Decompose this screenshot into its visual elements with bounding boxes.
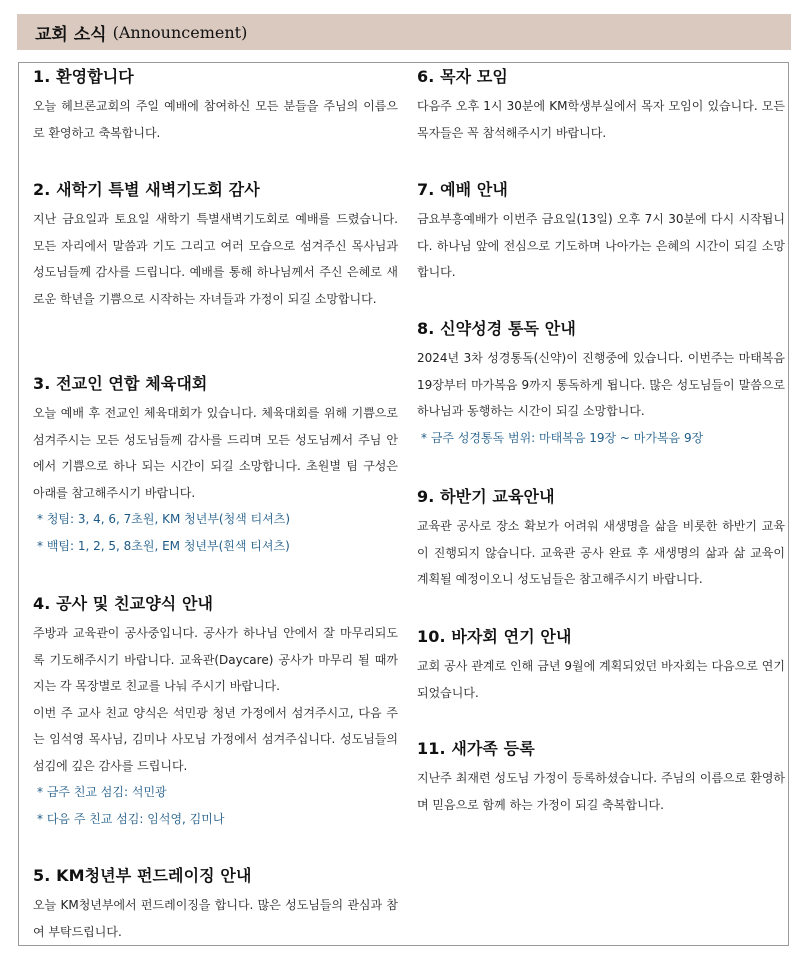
section-dawn-prayer (33, 177, 398, 312)
section-fundraising (33, 863, 398, 945)
section-title: 10. 바자회 연기 안내 (417, 627, 572, 646)
section-title: 9. 하반기 교육안내 (417, 487, 555, 506)
section-title: 6. 목자 모임 (417, 67, 508, 86)
section-new-family (417, 736, 785, 818)
section-body: 오늘 헤브론교회의 주일 예배에 참여하신 모든 분들을 주님의 이름으로 환영하고 축복합니다. (33, 99, 398, 140)
section-body: 오늘 예배 후 전교인 체육대회가 있습니다. 체육대회를 위해 기쁨으로 섬겨주시는 모든 성도님들께 감사를 드리며 모든 성도님께서 주님 안에서 기쁨으로 하나 되는 시간이 되길 소망합니다. 초원별 팀 구성은 아래를 참고해주시기 바랍니다. (33, 406, 398, 500)
section-body: 교육관 공사로 장소 확보가 어려워 새생명을 삶을 비롯한 하반기 교육이 진행되지 않습니다. 교육관 공사 완료 후 새생명의 삶과 삶 교육이 계획될 예정이오니 성도님들은 참고해주시기 바랍니다. (417, 519, 785, 586)
section-leaders-meeting (417, 64, 785, 146)
section-body: 이번 주 교사 친교 양식은 석민광 청년 가정에서 섬겨주시고, 다음 주는 임석영 목사님, 김미나 사모님 가정에서 섬겨주십니다. 성도님들의 섬김에 깊은 감사를 드립니다. (33, 705, 398, 773)
announcement-header (17, 14, 791, 50)
section-title: 4. 공사 및 친교양식 안내 (33, 594, 214, 613)
section-title: 8. 신약성경 통독 안내 (417, 319, 576, 338)
section-body: 교회 공사 관계로 인해 금년 9월에 계획되었던 바자회는 다음으로 연기되었습니다. (417, 659, 785, 700)
section-bible-reading (417, 316, 785, 451)
fellowship-note: * 다음 주 친교 섬김: 임석영, 김미나 (37, 811, 225, 826)
section-body: 주방과 교육관이 공사중입니다. 공사가 하나님 안에서 잘 마무리되도록 기도해주시기 바랍니다. 교육관(Daycare) 공사가 마무리 될 때까지는 각 목장별로 친교를 나눠 주시기 바랍니다. (33, 626, 398, 693)
section-education (417, 484, 785, 593)
section-welcome (33, 64, 398, 146)
section-title: 2. 새학기 특별 새벽기도회 감사 (33, 180, 260, 199)
section-construction (33, 591, 398, 832)
section-title: 1. 환영합니다 (33, 67, 134, 86)
announcement-box (18, 62, 789, 946)
section-title: 3. 전교인 연합 체육대회 (33, 374, 208, 393)
section-worship-info (417, 177, 785, 286)
section-sports-day (33, 371, 398, 559)
section-title: 5. KM청년부 펀드레이징 안내 (33, 866, 252, 885)
section-title: 11. 새가족 등록 (417, 739, 535, 758)
header-title-ko: 교회 소식 (35, 24, 107, 45)
section-body: 2024년 3차 성경통독(신약)이 진행중에 있습니다. 이번주는 마태복음 19장부터 마가복음 9까지 통독하게 됩니다. 많은 성도님들이 말씀으로 하나님과 동행하는 시간이 되길 소망합니다. (417, 351, 786, 418)
reading-range-note: * 금주 성경통독 범위: 마태복음 19장 ~ 마가복음 9장 (421, 430, 704, 445)
header-title-en: (Announcement) (112, 22, 248, 42)
section-bazaar (417, 624, 785, 706)
section-body: 지난주 최재련 성도님 가정이 등록하셨습니다. 주님의 이름으로 환영하며 믿음으로 함께 하는 가정이 되길 축복합니다. (417, 771, 785, 812)
team-note: * 백팀: 1, 2, 5, 8초원, EM 청년부(흰색 티셔츠) (37, 538, 290, 553)
section-body: 금요부흥예배가 이번주 금요일(13일) 오후 7시 30분에 다시 시작됩니다. 하나님 앞에 전심으로 기도하며 나아가는 은혜의 시간이 되길 소망합니다. (417, 212, 785, 279)
fellowship-note: * 금주 친교 섬김: 석민광 (37, 785, 167, 799)
section-title: 7. 예배 안내 (417, 180, 508, 199)
team-note: * 청팀: 3, 4, 6, 7초원, KM 청년부(청색 티셔츠) (37, 512, 291, 526)
section-body: 다음주 오후 1시 30분에 KM학생부실에서 목자 모임이 있습니다. 모든 목자들은 꼭 참석해주시기 바랍니다. (417, 99, 785, 140)
section-body: 오늘 KM청년부에서 펀드레이징을 합니다. 많은 성도님들의 관심과 참여 부탁드립니다. (33, 898, 398, 939)
section-body: 지난 금요일과 토요일 새학기 특별새벽기도회로 예배를 드렸습니다. 모든 자리에서 말씀과 기도 그리고 여러 모습으로 섬겨주신 목사님과 성도님들께 감사를 드립니다. 예배를 통해 하나님께서 주신 은혜로 새로운 학년을 기쁨으로 시작하는 자녀들과 가정이 되길 소망합니다. (33, 212, 398, 306)
